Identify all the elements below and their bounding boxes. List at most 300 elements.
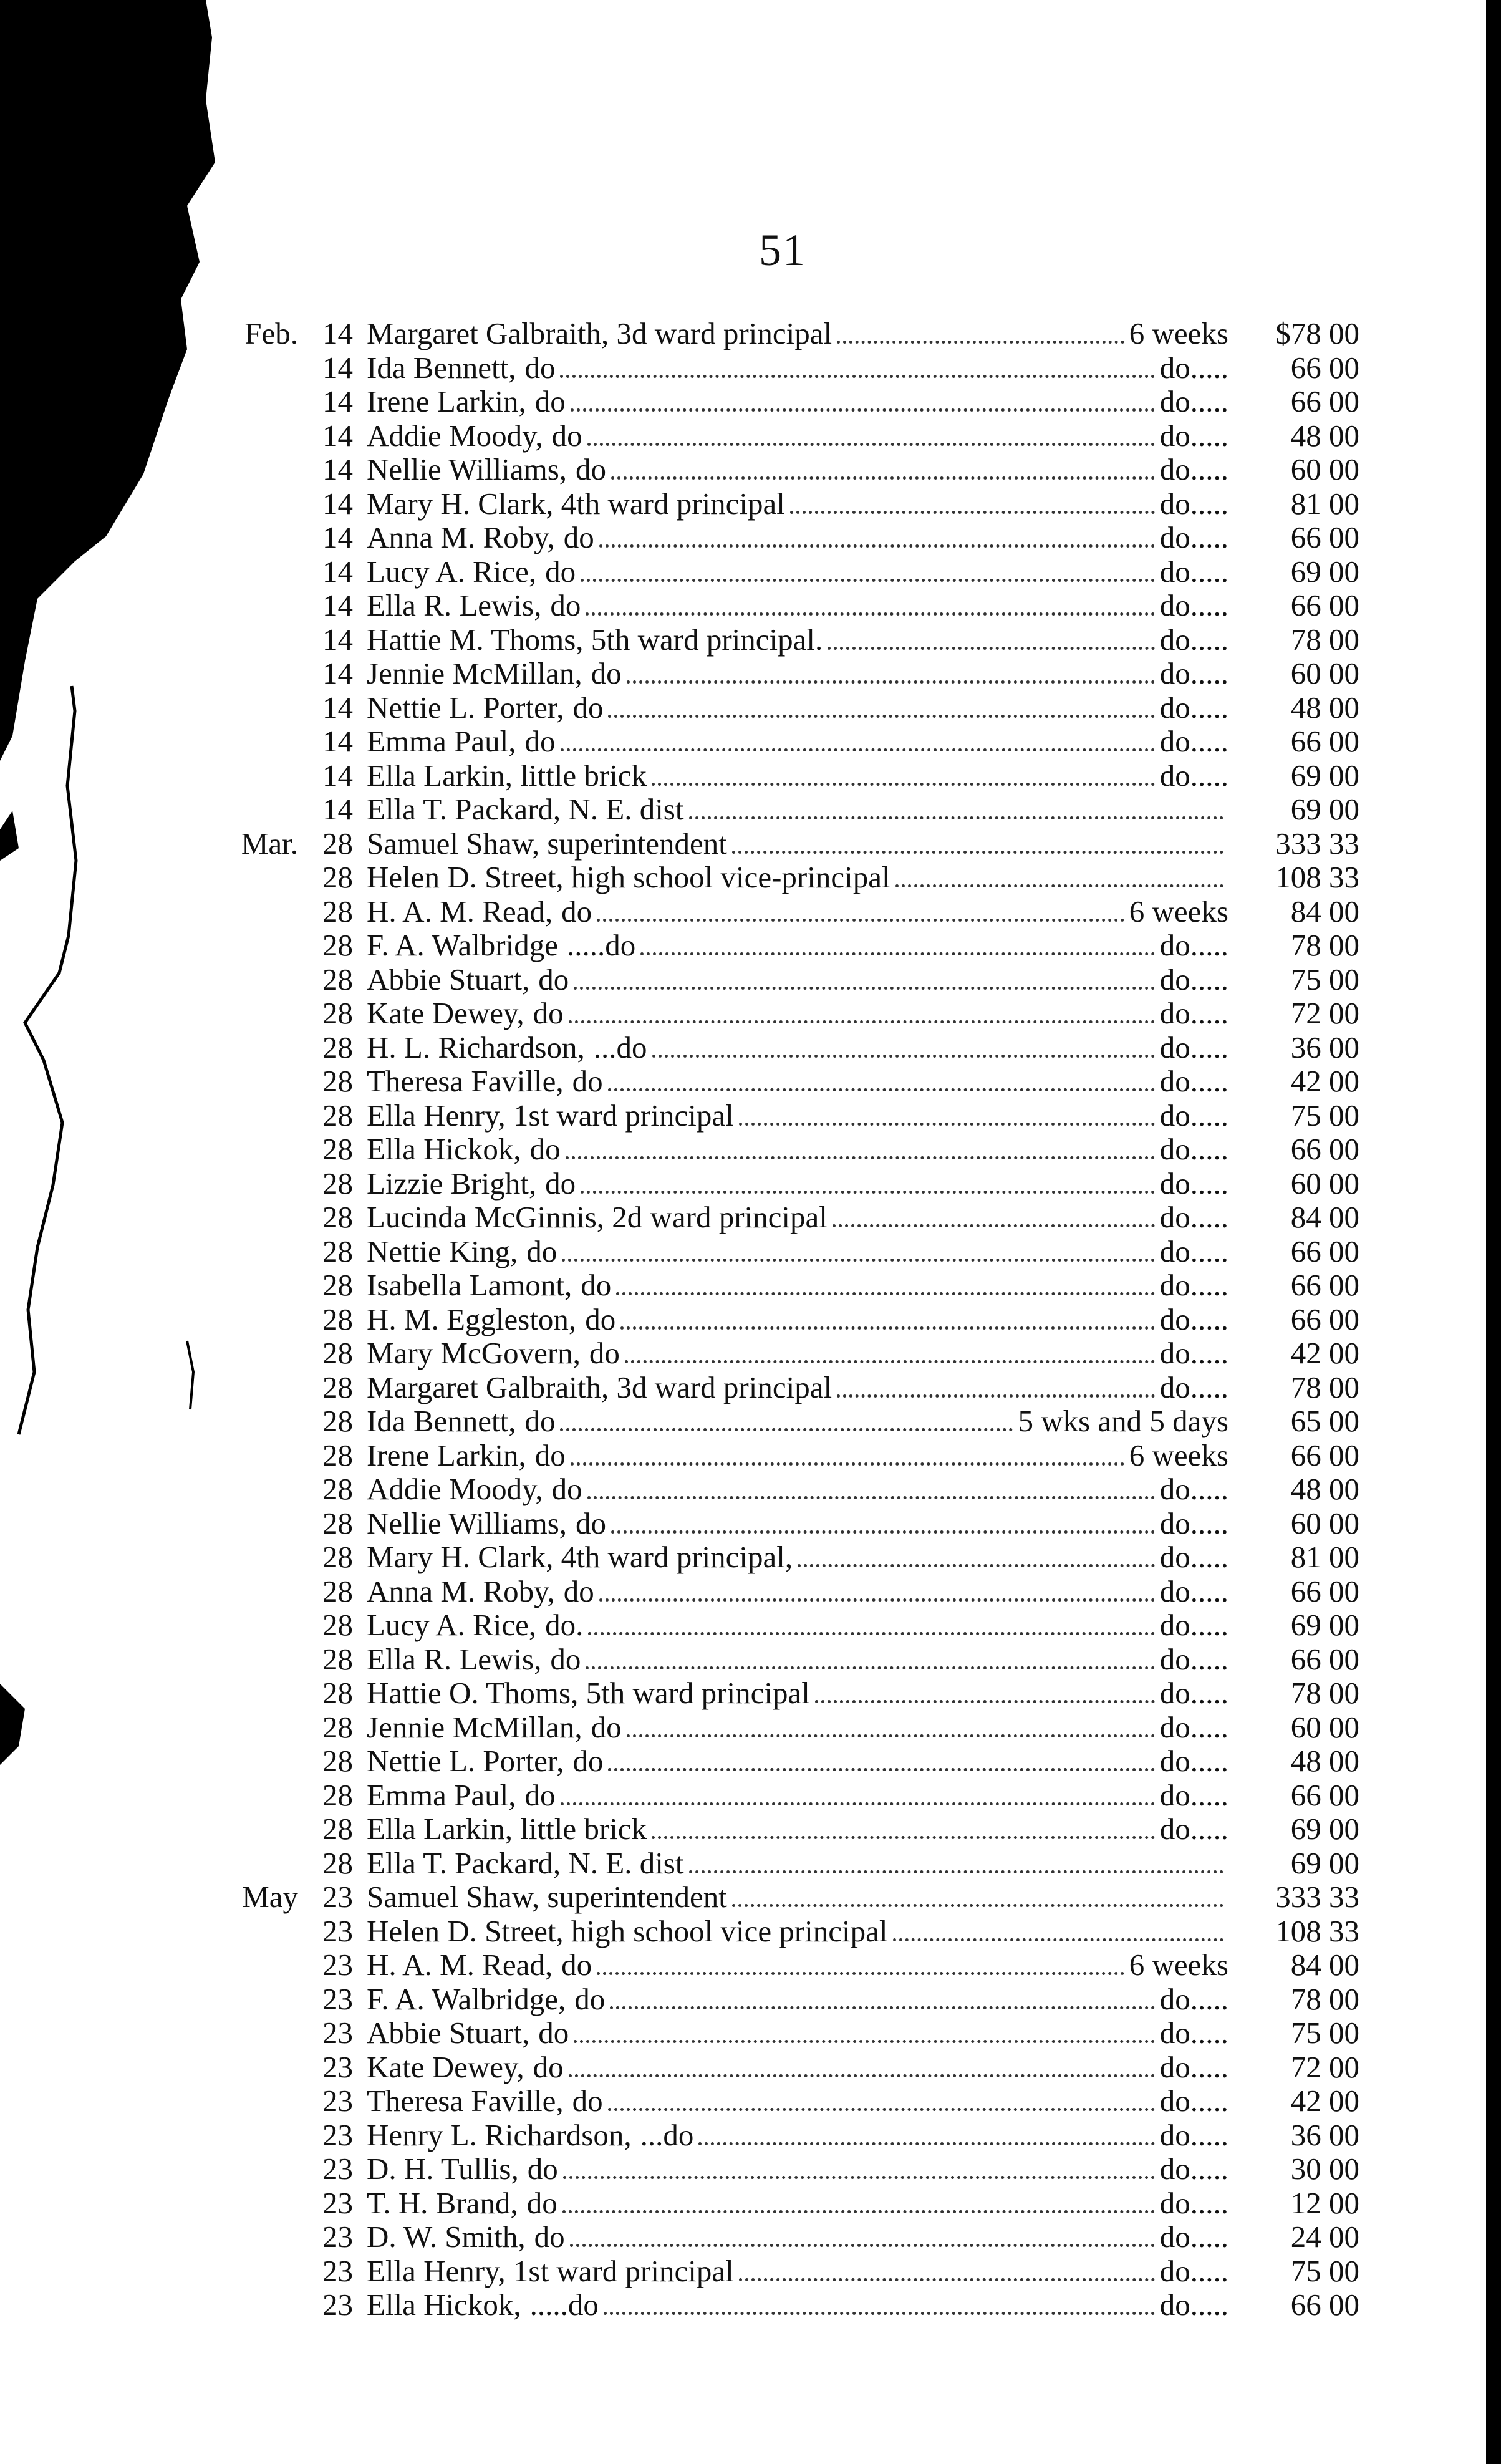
day-number: 14 bbox=[322, 724, 353, 758]
day-number: 28 bbox=[322, 928, 353, 962]
entry-text bbox=[367, 1915, 1228, 1950]
payee-name: H. A. M. Read, bbox=[367, 894, 553, 929]
ditto-mark: do bbox=[524, 725, 556, 758]
ditto-mark: do bbox=[563, 1574, 594, 1608]
amount-paid: 333 33 bbox=[1275, 1880, 1359, 1914]
ledger-row bbox=[218, 623, 1359, 657]
ditto-mark: do bbox=[529, 1133, 561, 1166]
payee-name: Theresa Faville, bbox=[367, 1065, 564, 1098]
dot-leader bbox=[569, 1020, 1155, 1023]
service-period: do..... bbox=[1159, 1336, 1228, 1370]
payee-name: Ella Larkin, little brick bbox=[367, 758, 647, 793]
service-period: do..... bbox=[1159, 1234, 1228, 1268]
ledger-row bbox=[218, 1031, 1359, 1065]
entry-text bbox=[367, 2220, 1228, 2256]
dot-leader bbox=[597, 1972, 1124, 1975]
ledger-row bbox=[218, 1847, 1359, 1881]
ledger-row bbox=[218, 1065, 1359, 1099]
amount-paid: 75 00 bbox=[1290, 2016, 1359, 2050]
ledger-row bbox=[218, 2051, 1359, 2085]
entry-text bbox=[367, 2254, 1228, 2290]
service-period: do..... bbox=[1159, 1201, 1228, 1234]
ledger-row bbox=[218, 1608, 1359, 1643]
day-number: 14 bbox=[322, 384, 353, 418]
amount-paid: 48 00 bbox=[1290, 418, 1359, 453]
ditto-mark: do bbox=[561, 1948, 592, 1982]
entry-text bbox=[367, 1439, 1228, 1474]
dot-leader bbox=[739, 1123, 1155, 1126]
amount-paid: 75 00 bbox=[1290, 1098, 1359, 1133]
day-number: 23 bbox=[322, 2152, 353, 2186]
amount-paid: 108 33 bbox=[1275, 860, 1359, 894]
payee-name: Isabella Lamont, bbox=[367, 1268, 572, 1302]
amount-paid: 69 00 bbox=[1290, 792, 1359, 826]
ledger-row bbox=[218, 963, 1359, 997]
entry-text bbox=[367, 895, 1228, 930]
entry-text bbox=[367, 351, 1228, 387]
entry-text bbox=[367, 827, 1228, 862]
service-period: do..... bbox=[1159, 997, 1228, 1030]
ledger-row bbox=[218, 487, 1359, 521]
day-number: 14 bbox=[322, 690, 353, 725]
day-number: 28 bbox=[322, 1812, 353, 1846]
day-number: 14 bbox=[322, 486, 353, 521]
dot-leader bbox=[562, 2210, 1155, 2213]
payee-name: Jennie McMillan, bbox=[367, 1710, 582, 1744]
ditto-mark: ...do bbox=[593, 1030, 647, 1065]
ledger-row bbox=[218, 453, 1359, 487]
entry-text bbox=[367, 1847, 1228, 1882]
entry-text bbox=[367, 453, 1228, 488]
entry-text bbox=[367, 317, 1228, 352]
service-period: do..... bbox=[1159, 1778, 1228, 1812]
payee-name: Mary McGovern, bbox=[367, 1336, 581, 1370]
dot-leader bbox=[698, 2142, 1154, 2145]
service-period: do..... bbox=[1159, 1540, 1228, 1574]
entry-text bbox=[367, 2084, 1228, 2120]
ditto-mark: do bbox=[533, 2050, 564, 2084]
entry-text bbox=[367, 1099, 1228, 1134]
ledger-row bbox=[218, 929, 1359, 963]
service-period: do..... bbox=[1159, 1506, 1228, 1540]
payee-name: Addie Moody, bbox=[367, 418, 543, 453]
payee-name: Nellie Williams, bbox=[367, 1506, 567, 1540]
ledger-row bbox=[218, 419, 1359, 453]
entry-text bbox=[367, 1303, 1228, 1338]
day-number: 28 bbox=[322, 1472, 353, 1506]
month-label: May bbox=[242, 1880, 298, 1914]
dot-leader bbox=[828, 647, 1155, 650]
ledger-row bbox=[218, 589, 1359, 623]
entry-text bbox=[367, 1948, 1228, 1984]
entry-text bbox=[367, 1643, 1228, 1678]
payee-name: T. H. Brand, bbox=[367, 2186, 518, 2220]
service-period: do..... bbox=[1159, 2118, 1228, 2152]
ditto-mark: do bbox=[576, 1506, 607, 1540]
ditto-mark: do bbox=[550, 589, 581, 622]
payee-name: Ella Henry, 1st ward principal bbox=[367, 1098, 734, 1133]
ditto-mark: do bbox=[572, 1744, 604, 1778]
ledger-row bbox=[218, 997, 1359, 1031]
amount-paid: 42 00 bbox=[1290, 1064, 1359, 1098]
ditto-mark: do bbox=[563, 521, 594, 554]
amount-paid: 30 00 bbox=[1290, 2152, 1359, 2186]
ledger-row bbox=[218, 1711, 1359, 1745]
dot-leader bbox=[588, 1632, 1154, 1635]
service-period: do..... bbox=[1159, 350, 1228, 385]
amount-paid: 78 00 bbox=[1290, 1981, 1359, 2016]
amount-paid: 69 00 bbox=[1290, 758, 1359, 793]
service-period: do..... bbox=[1159, 1030, 1228, 1065]
ditto-mark: do bbox=[572, 1065, 603, 1098]
payee-name: D. W. Smith, bbox=[367, 2220, 526, 2254]
amount-paid: 78 00 bbox=[1290, 622, 1359, 657]
ditto-mark: do bbox=[524, 1778, 556, 1812]
service-period: do..... bbox=[1159, 1608, 1228, 1642]
entry-text bbox=[367, 521, 1228, 556]
amount-paid: 81 00 bbox=[1290, 486, 1359, 521]
entry-text bbox=[367, 2051, 1228, 2086]
ditto-mark: do bbox=[591, 657, 622, 690]
entry-text bbox=[367, 929, 1228, 964]
ditto-mark: do bbox=[524, 350, 556, 385]
dot-leader bbox=[625, 1360, 1155, 1363]
ledger-row bbox=[218, 1983, 1359, 2017]
service-period: do..... bbox=[1159, 1812, 1228, 1846]
payee-name: Emma Paul, bbox=[367, 1778, 516, 1812]
amount-paid: 66 00 bbox=[1290, 1641, 1359, 1676]
entry-text bbox=[367, 2288, 1228, 2324]
day-number: 23 bbox=[322, 2220, 353, 2254]
month-label: Feb. bbox=[244, 316, 298, 350]
entry-text bbox=[367, 555, 1228, 591]
ditto-mark: ...do bbox=[640, 2118, 694, 2152]
ditto-mark: do bbox=[527, 2152, 558, 2186]
day-number: 28 bbox=[322, 1608, 353, 1642]
dot-leader bbox=[599, 544, 1155, 548]
amount-paid: 75 00 bbox=[1290, 962, 1359, 997]
entry-text bbox=[367, 623, 1228, 659]
ledger-row bbox=[218, 2152, 1359, 2186]
payee-name: Ella T. Packard, N. E. dist bbox=[367, 1846, 684, 1880]
dot-leader bbox=[597, 919, 1124, 922]
ledger-row bbox=[218, 1404, 1359, 1439]
entry-text bbox=[367, 1608, 1228, 1644]
ledger-row bbox=[218, 351, 1359, 385]
day-number: 23 bbox=[322, 1981, 353, 2016]
entry-text bbox=[367, 1676, 1228, 1712]
entry-text bbox=[367, 861, 1228, 896]
service-period: do..... bbox=[1159, 1065, 1228, 1098]
day-number: 28 bbox=[322, 962, 353, 997]
payee-name: Ida Bennett, bbox=[367, 1404, 516, 1438]
service-period: do..... bbox=[1159, 385, 1228, 418]
ditto-mark: do bbox=[589, 1336, 620, 1370]
dot-leader bbox=[790, 511, 1155, 514]
entry-text bbox=[367, 2152, 1228, 2188]
dot-leader bbox=[571, 1462, 1124, 1466]
ditto-mark: do bbox=[533, 997, 564, 1030]
ledger-row bbox=[218, 895, 1359, 929]
ledger-row bbox=[218, 521, 1359, 555]
dot-leader bbox=[561, 1802, 1155, 1805]
amount-paid: 66 00 bbox=[1290, 724, 1359, 758]
ditto-mark: do bbox=[545, 1166, 576, 1201]
amount-paid: 66 00 bbox=[1290, 588, 1359, 622]
day-number: 28 bbox=[322, 996, 353, 1030]
dot-leader bbox=[798, 1564, 1155, 1567]
day-number: 23 bbox=[322, 2016, 353, 2050]
ledger-row bbox=[218, 555, 1359, 589]
amount-paid: 72 00 bbox=[1290, 996, 1359, 1030]
payee-name: Ella Larkin, little brick bbox=[367, 1812, 647, 1846]
dot-leader bbox=[652, 1055, 1155, 1058]
ledger-row bbox=[218, 827, 1359, 861]
ledger-row bbox=[218, 657, 1359, 691]
payee-name: Helen D. Street, high school vice principal bbox=[367, 1914, 888, 1948]
service-period: 5 wks and 5 days bbox=[1018, 1404, 1228, 1438]
payee-name: Irene Larkin, bbox=[367, 385, 526, 418]
ledger-row bbox=[218, 2186, 1359, 2221]
dot-leader bbox=[815, 1700, 1155, 1703]
payee-name: Mary H. Clark, 4th ward principal bbox=[367, 486, 785, 521]
ditto-mark: do bbox=[581, 1268, 612, 1302]
ledger-row bbox=[218, 1133, 1359, 1167]
entry-text bbox=[367, 2119, 1228, 2154]
entry-text bbox=[367, 1880, 1228, 1916]
dot-leader bbox=[652, 783, 1155, 786]
payee-name: Addie Moody, bbox=[367, 1472, 543, 1506]
entry-text bbox=[367, 1744, 1228, 1780]
dot-leader bbox=[616, 1292, 1154, 1295]
payee-name: H. A. M. Read, bbox=[367, 1948, 553, 1982]
dot-leader bbox=[895, 884, 1223, 887]
ditto-mark: do bbox=[526, 1234, 557, 1268]
month-label: Mar. bbox=[241, 826, 298, 861]
day-number: 14 bbox=[322, 554, 353, 589]
amount-paid: 66 00 bbox=[1290, 1268, 1359, 1302]
entry-text bbox=[367, 1575, 1228, 1610]
payee-name: Ella R. Lewis, bbox=[367, 1642, 542, 1676]
dot-leader bbox=[587, 1496, 1155, 1499]
payee-name: Helen D. Street, high school vice-principal bbox=[367, 861, 890, 894]
amount-paid: 81 00 bbox=[1290, 1540, 1359, 1574]
ledger-row bbox=[218, 2119, 1359, 2153]
ditto-mark: do bbox=[585, 1302, 616, 1336]
day-number: 28 bbox=[322, 1200, 353, 1234]
entry-text bbox=[367, 1336, 1228, 1372]
payee-name: Lucy A. Rice, bbox=[367, 1608, 537, 1642]
payee-name: Nettie L. Porter, bbox=[367, 1744, 564, 1778]
ditto-mark: do bbox=[550, 1642, 581, 1676]
dot-leader bbox=[581, 1191, 1155, 1194]
amount-paid: 42 00 bbox=[1290, 1336, 1359, 1370]
payee-name: Ella Henry, 1st ward principal bbox=[367, 2254, 734, 2288]
day-number: 28 bbox=[322, 1370, 353, 1404]
payee-name: F. A. Walbridge bbox=[367, 929, 558, 962]
payee-name: Mary H. Clark, 4th ward principal, bbox=[367, 1540, 793, 1574]
amount-paid: 108 33 bbox=[1275, 1913, 1359, 1948]
service-period: do..... bbox=[1159, 1642, 1228, 1676]
ledger-row bbox=[218, 1779, 1359, 1813]
amount-paid: 66 00 bbox=[1290, 1573, 1359, 1608]
entry-text bbox=[367, 1472, 1228, 1508]
entry-text bbox=[367, 657, 1228, 692]
payee-name: Hattie M. Thoms, 5th ward principal. bbox=[367, 622, 823, 657]
day-number: 28 bbox=[322, 1744, 353, 1778]
scan-right-edge bbox=[1486, 0, 1501, 2464]
payee-name: Emma Paul, bbox=[367, 725, 516, 758]
service-period: do..... bbox=[1159, 486, 1228, 521]
amount-paid: 72 00 bbox=[1290, 2049, 1359, 2084]
amount-paid: 66 00 bbox=[1290, 520, 1359, 554]
entry-text bbox=[367, 1779, 1228, 1814]
ledger-row bbox=[218, 725, 1359, 759]
ditto-mark: do bbox=[591, 1710, 622, 1744]
ledger-row bbox=[218, 1676, 1359, 1711]
ditto-mark: do bbox=[524, 1404, 556, 1438]
amount-paid: 66 00 bbox=[1290, 2288, 1359, 2322]
entry-text bbox=[367, 1031, 1228, 1066]
day-number: 28 bbox=[322, 1132, 353, 1166]
entry-text bbox=[367, 1065, 1228, 1100]
service-period: do..... bbox=[1159, 1676, 1228, 1710]
amount-paid: 75 00 bbox=[1290, 2253, 1359, 2288]
entry-text bbox=[367, 1711, 1228, 1746]
payee-name: Abbie Stuart, bbox=[367, 2016, 530, 2050]
ledger-row bbox=[218, 385, 1359, 419]
payee-name: Ella R. Lewis, bbox=[367, 589, 542, 622]
payee-name: Margaret Galbraith, 3d ward principal bbox=[367, 317, 833, 350]
dot-leader bbox=[587, 443, 1155, 446]
entry-text bbox=[367, 1167, 1228, 1202]
payee-name: Margaret Galbraith, 3d ward principal bbox=[367, 1370, 833, 1404]
payee-name: Kate Dewey, bbox=[367, 2050, 524, 2084]
payee-name: Samuel Shaw, superintendent bbox=[367, 826, 727, 861]
service-period: do..... bbox=[1159, 1472, 1228, 1506]
dot-leader bbox=[608, 1768, 1154, 1771]
ledger-row bbox=[218, 861, 1359, 895]
ledger-row bbox=[218, 691, 1359, 725]
day-number: 28 bbox=[322, 1676, 353, 1710]
day-number: 23 bbox=[322, 1880, 353, 1914]
amount-paid: 84 00 bbox=[1290, 1200, 1359, 1234]
service-period: do..... bbox=[1159, 1710, 1228, 1744]
service-period: do..... bbox=[1159, 725, 1228, 758]
service-period: do..... bbox=[1159, 418, 1228, 453]
amount-paid: 42 00 bbox=[1290, 2084, 1359, 2118]
ledger-row bbox=[218, 1540, 1359, 1575]
service-period: do..... bbox=[1159, 1574, 1228, 1608]
service-period: do..... bbox=[1159, 453, 1228, 486]
dot-leader bbox=[574, 2040, 1154, 2043]
entry-text bbox=[367, 2016, 1228, 2052]
payee-name: Ella Hickok, bbox=[367, 1133, 521, 1166]
day-number: 28 bbox=[322, 1302, 353, 1336]
ledger-row bbox=[218, 2084, 1359, 2119]
service-period: do..... bbox=[1159, 1133, 1228, 1166]
amount-paid: 48 00 bbox=[1290, 1472, 1359, 1506]
entry-text bbox=[367, 1983, 1228, 2018]
payee-name: Anna M. Roby, bbox=[367, 1574, 555, 1608]
payee-name: F. A. Walbridge, bbox=[367, 1982, 566, 2016]
dot-leader bbox=[581, 579, 1155, 582]
entry-text bbox=[367, 589, 1228, 624]
dot-leader bbox=[739, 2278, 1155, 2281]
dot-leader bbox=[566, 1156, 1155, 1159]
entry-text bbox=[367, 1268, 1228, 1304]
amount-paid: 60 00 bbox=[1290, 656, 1359, 690]
ditto-mark: do bbox=[534, 1438, 566, 1472]
entry-text bbox=[367, 419, 1228, 455]
dot-leader bbox=[604, 2312, 1155, 2315]
ledger-row bbox=[218, 2016, 1359, 2051]
payee-name: Theresa Faville, bbox=[367, 2084, 564, 2118]
amount-paid: 84 00 bbox=[1290, 894, 1359, 929]
ledger-row bbox=[218, 1201, 1359, 1235]
day-number: 14 bbox=[322, 622, 353, 657]
service-period: do..... bbox=[1159, 690, 1228, 725]
ledger-row bbox=[218, 1575, 1359, 1609]
service-period: 6 weeks bbox=[1129, 1948, 1228, 1982]
day-number: 28 bbox=[322, 1777, 353, 1812]
day-number: 28 bbox=[322, 1845, 353, 1880]
day-number: 14 bbox=[322, 758, 353, 793]
ditto-mark: do bbox=[551, 1472, 582, 1506]
payee-name: Hattie O. Thoms, 5th ward principal bbox=[367, 1676, 810, 1710]
ditto-mark: do bbox=[572, 2084, 603, 2118]
service-period: do..... bbox=[1159, 1098, 1228, 1133]
day-number: 28 bbox=[322, 1166, 353, 1201]
dot-leader bbox=[837, 341, 1124, 344]
day-number: 23 bbox=[322, 2049, 353, 2084]
payee-name: Lucinda McGinnis, 2d ward principal bbox=[367, 1201, 828, 1234]
day-number: 23 bbox=[322, 2288, 353, 2322]
day-number: 23 bbox=[322, 2117, 353, 2152]
service-period: do..... bbox=[1159, 1982, 1228, 2016]
day-number: 28 bbox=[322, 1709, 353, 1744]
dot-leader bbox=[570, 2244, 1155, 2247]
page-number: 51 bbox=[759, 225, 806, 275]
ditto-mark: do bbox=[526, 2186, 557, 2220]
ledger-row bbox=[218, 1507, 1359, 1541]
amount-paid: 36 00 bbox=[1290, 2117, 1359, 2152]
amount-paid: 78 00 bbox=[1290, 928, 1359, 962]
dot-leader bbox=[560, 1428, 1013, 1431]
ledger-row bbox=[218, 2220, 1359, 2254]
entry-text bbox=[367, 963, 1228, 998]
day-number: 28 bbox=[322, 1234, 353, 1268]
amount-paid: 69 00 bbox=[1290, 1608, 1359, 1642]
amount-paid: 48 00 bbox=[1290, 690, 1359, 725]
day-number: 23 bbox=[322, 1948, 353, 1982]
ledger-row bbox=[218, 1812, 1359, 1847]
ditto-mark: .....do bbox=[567, 929, 636, 962]
payee-name: Ida Bennett, bbox=[367, 350, 516, 385]
ledger-row bbox=[218, 1948, 1359, 1983]
payee-name: Ella T. Packard, N. E. dist bbox=[367, 793, 684, 826]
day-number: 28 bbox=[322, 1573, 353, 1608]
amount-paid: 333 33 bbox=[1275, 826, 1359, 861]
entry-text bbox=[367, 1507, 1228, 1542]
ledger-row bbox=[218, 1472, 1359, 1507]
service-period: do..... bbox=[1159, 1370, 1228, 1404]
service-period: do..... bbox=[1159, 2288, 1228, 2322]
ledger-row bbox=[218, 2288, 1359, 2322]
payee-name: Anna M. Roby, bbox=[367, 521, 555, 554]
service-period: do..... bbox=[1159, 2084, 1228, 2118]
day-number: 28 bbox=[322, 1437, 353, 1472]
